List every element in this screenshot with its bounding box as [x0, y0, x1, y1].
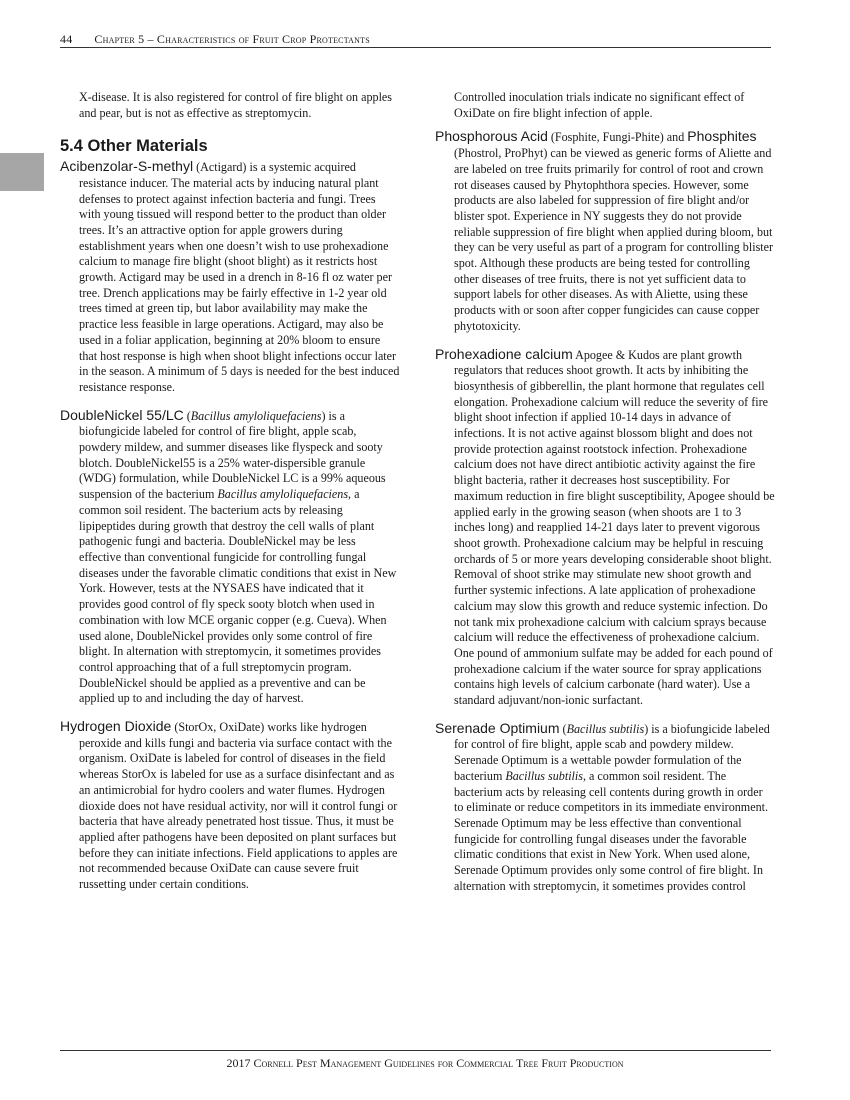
- page-number: 44: [60, 32, 73, 46]
- entry-body: ) is a biofungicide labeled for control of fire blight, apple scab and powdery mildew. Serenade Optimum is a wettable powder formulation of the bacterium: [454, 721, 770, 783]
- chapter-title: Chapter 5 – Characteristics of Fruit Crop Protectants: [94, 32, 370, 46]
- running-header: [60, 32, 370, 47]
- species-name: Bacillus amyloliquefaciens: [190, 408, 322, 423]
- entry-term: Serenade Optimium: [435, 719, 560, 736]
- species-name: Bacillus subtilis: [505, 768, 583, 783]
- entry-doublenickel: [60, 408, 400, 707]
- entry-products: (Fosphite, Fungi-Phite) and: [547, 130, 688, 145]
- entry-term: Hydrogen Dioxide: [60, 718, 172, 735]
- continued-paragraph: X-disease. It is also registered for control of fire blight on apples and pear, but is not as effective as streptomycin.: [79, 90, 393, 120]
- entry-paren: (: [183, 408, 191, 423]
- entry-body: , a common soil resident. The bacterium acts by releasing lipipeptides during growth that destroy the cell walls of plant pathogenic fungi and bacteria. DoubleNickel may be less effective than conventional fungicide for controlling fungal diseases under the favorable climatic conditions that exist in New York. However, tests at the NYSAES have indicated that it provides good control of fly speck sooty blotch when used in combination with low MCE organic copper (e.g. Cueva). When used alone, DoubleNickel provides only some control of fire blight. In alternation with streptomycin, it sometimes provides control approaching that of a full streptomycin program. DoubleNickel should be applied as a preventive and can be applied up to and including the day of harvest.: [79, 487, 397, 706]
- species-name: Bacillus subtilis: [566, 721, 645, 736]
- entry-paren: (: [559, 721, 567, 736]
- entry-term: Prohexadione calcium: [435, 345, 573, 362]
- entry-acibenzolar: [60, 159, 400, 396]
- entry-term: Acibenzolar-S-methyl: [60, 158, 194, 175]
- footer-rule: [60, 1050, 771, 1051]
- entry-body: , a common soil resident. The bacterium acts by releasing cell contents during growth in order to eliminate or reduce competitors in its immediate environment. Serenade Optimum may be less effective than conventional fungicide for controlling fungal diseases under the favorable climatic conditions that exist in New York. When used alone, Serenade Optimum provides only some control of fire blight. In alternation with streptomycin, it sometimes provides control: [454, 768, 769, 893]
- running-footer: 2017 Cornell Pest Management Guidelines for Commercial Tree Fruit Production: [226, 1056, 624, 1070]
- section-tab-marker: [0, 153, 44, 191]
- entry-products: (StorOx, OxiDate): [171, 720, 265, 735]
- entry-body: is a systemic acquired resistance inducer. The material acts by inducing natural plant defenses to protect against infection bacteria and fungi. Trees with young tissued will respond better to the product than older trees. It’s an attractive option for apple growers during establishment years when one doesn’t wish to use prohexadione calcium to manage fire blight (shoot blight) as it restricts host growth. Actigard may be used in a drench in 8-16 fl oz water per tree. Drench applications may be fairly effective in 1-2 year old trees timed at green tip, but labor availability may make the practice less feasible in large operations. Actigard, may also be used in a foliar application, beginning at 20% bloom to ensure that host response is high when shoot blight infections occur later in the season. A minimum of 5 days is needed for the best induced resistance response.: [79, 160, 400, 394]
- species-name: Bacillus amyloliquefaciens: [217, 487, 349, 502]
- entry-products: (Actigard): [193, 160, 247, 175]
- right-column: [435, 90, 775, 894]
- entry-prohexadione: [435, 347, 775, 709]
- entry-body: ) is a biofungicide labeled for control of fire blight, apple scab, powdery mildew, and summer diseases like flyspeck and sooty blotch. DoubleNickel55 is a 25% water-dispersible granule (WDG) formulation, while DoubleNickel LC is a 99% aqueous suspension of the bacterium: [79, 408, 386, 502]
- header-rule: [60, 47, 771, 48]
- left-column: [60, 90, 400, 893]
- section-heading: 5.4 Other Materials: [60, 137, 208, 156]
- continued-paragraph: Controlled inoculation trials indicate no significant effect of OxiDate on fire blight infection of apple.: [454, 90, 745, 120]
- entry-term: Phosphorous Acid: [435, 128, 548, 145]
- entry-body: Apogee & Kudos are plant growth regulators that reduces shoot growth. It acts by inhibiting the biosynthesis of gibberellin, the plant hormone that regulates cell elongation. Prohexadione calcium will reduce the severity of fire blight shoot infection if applied 10-14 days in advance of infections. It is not active against blossom blight and does not provide protection against rootstock infection. Prohexadione calcium does not have direct antibiotic activity against the fire blight bacteria, rather it decreases host susceptibility. For maximum reduction in fire blight susceptibility, Apogee should be applied early in the growing season (when shoots are 1 to 3 inches long) and reapplied 14-21 days later to prevent vigorous shoot growth. Prohexadione calcium may be helpful in rescuing orchards of 5 or more years developing considerable shoot blight. Removal of shoot strike may stimulate new shoot growth and further systemic infections. A late application of prohexadione calcium may slow this growth and reduce systemic infection. Do not tank mix prohexadione calcium with calcium sprays because calcium will reduce the effectiveness of prohexadione calcium. One pound of ammonium sulfate may be added for each pound of prohexadione calcium if the water source for spray applications contains high levels of calcium carbonate (hard water). Use a standard adjuvant/non-ionic surfactant.: [454, 347, 775, 708]
- entry-serenade: [435, 721, 775, 895]
- entry-products: (Phostrol, ProPhyt): [454, 146, 548, 161]
- entry-term: Phosphites: [687, 128, 757, 145]
- entry-phosphorous-acid: [435, 129, 775, 334]
- entry-hydrogen-dioxide: [60, 719, 400, 893]
- entry-body: works like hydrogen peroxide and kills fungi and bacteria via surface contact with the organism. OxiDate is labeled for control of diseases in the field whereas StorOx is labeled for use as a surface disinfectant and as an antimicrobial for hydro coolers and water flumes. Hydrogen dioxide does not have residual activity, nor will it control fungi or bacteria that have already penetrated host tissue. Thus, it must be applied after pathogens have been deposited on plant surfaces but before they can initiate infections. Field applications to apples are not recommended because OxiDate can cause severe fruit russetting under certain conditions.: [79, 720, 398, 892]
- entry-term: DoubleNickel 55/LC: [60, 406, 184, 423]
- entry-body: can be viewed as generic forms of Aliette and are labeled on tree fruits primarily for control of root and crown rot diseases caused by Phytophthora species. However, some products are also labeled for suppression of fire blight and/or blister spot. Experience in NY suggests they do not provide reliable suppression of fire blight when applied during bloom, but they can be very useful as part of a program for controlling blister spot. Although these products are being tested for controlling other diseases of tree fruits, there is not yet sufficient data to support labels for other diseases. As with Aliette, using these products with or soon after copper fungicides can cause copper phytotoxicity.: [454, 146, 774, 333]
